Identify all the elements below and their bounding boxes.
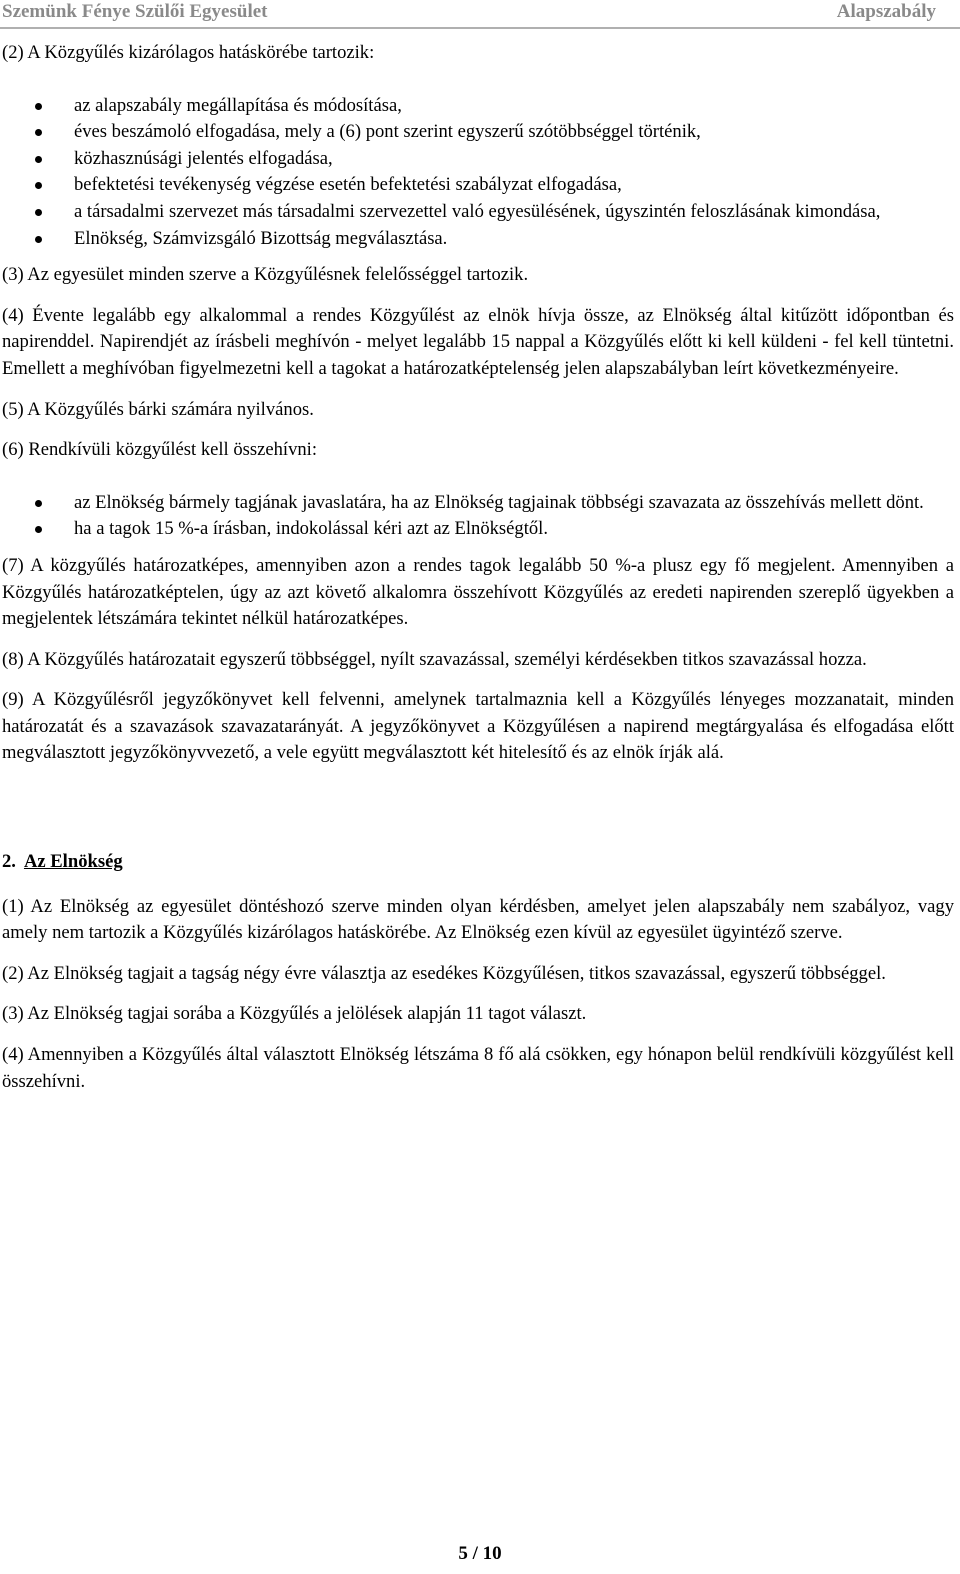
list-item <box>2 172 954 199</box>
list-item-text: közhasznúsági jelentés elfogadása, <box>74 147 333 169</box>
list-item <box>2 226 954 253</box>
list-item-text: az alapszabály megállapítása és módosítása, <box>74 94 402 116</box>
paragraph-9: (9) A Közgyűlésről jegyzőkönyvet kell felvenni, amelynek tartalmaznia kell a Közgyűlés lényeges mozzanatait, minden határozatát és a szavazások szavazatarányát. A jegyzőkönyvet a Közgyűlésen a napirend megtárgyalása és elfogadása előtt megválasztott jegyzőkönyvvezető, a vele együtt megválasztott két hitelesítő és az elnök írják alá. <box>2 689 954 764</box>
document-body <box>2 40 954 1095</box>
list-item-text: Elnökség, Számvizsgáló Bizottság megválasztása. <box>74 227 448 249</box>
bullet-icon <box>35 526 42 533</box>
paragraph-6-list <box>2 490 954 543</box>
page-header <box>0 0 960 26</box>
list-item <box>2 516 954 543</box>
list-item-text: a társadalmi szervezet más társadalmi szervezettel való egyesülésének, úgyszintén feloszlásának kimondása, <box>74 200 881 222</box>
page-number: 5 / 10 <box>458 1543 502 1564</box>
section-2-paragraph-1: (1) Az Elnökség az egyesület döntéshozó szerve minden olyan kérdésben, amelyet jelen alapszabály nem szabályoz, vagy amely nem tartozik a Közgyűlés kizárólagos hatáskörébe. Az Elnökség ezen kívül az egyesület ügyintéző szerve. <box>2 895 954 944</box>
section-number: 2. <box>2 851 16 873</box>
bullet-icon <box>35 156 42 163</box>
section-title: Az Elnökség <box>23 851 123 873</box>
header-organization-name: Szemünk Fénye Szülői Egyesület <box>2 1 268 22</box>
header-document-title: Alapszabály <box>836 1 936 22</box>
bullet-icon <box>35 129 42 136</box>
list-item-text: az Elnökség bármely tagjának javaslatára, ha az Elnökség tagjainak többségi szavazata az összehívás mellett dönt. <box>74 491 924 513</box>
list-item-text: ha a tagok 15 %-a írásban, indokolással kéri azt az Elnökségtől. <box>74 518 548 540</box>
bullet-icon <box>35 209 42 216</box>
bullet-icon <box>35 236 42 243</box>
paragraph-2-intro: (2) A Közgyűlés kizárólagos hatáskörébe tartozik: <box>2 42 375 63</box>
list-item-text: befektetési tevékenység végzése esetén befektetési szabályzat elfogadása, <box>74 174 622 196</box>
list-item <box>2 490 954 517</box>
paragraph-2-list <box>2 93 954 253</box>
list-item <box>2 199 954 226</box>
list-item-text: éves beszámoló elfogadása, mely a (6) pont szerint egyszerű szótöbbséggel történik, <box>74 121 701 143</box>
section-2-paragraph-2: (2) Az Elnökség tagjait a tagság négy évre választja az esedékes Közgyűlésen, titkos szavazással, egyszerű többséggel. <box>2 962 886 984</box>
paragraph-8: (8) A Közgyűlés határozatait egyszerű többséggel, nyílt szavazással, személyi kérdésekben titkos szavazással hozza. <box>2 648 867 670</box>
list-item <box>2 119 954 146</box>
section-heading <box>2 849 954 876</box>
paragraph-7: (7) A közgyűlés határozatképes, amennyiben azon a rendes tagok legalább 50 %-a plusz egy fő megjelent. Amennyiben a Közgyűlés határozatképtelen, úgy az azt követő alkalomra összehívott Közgyűlés az eredeti napirenden szereplő ügyekben a megjelentek létszámára tekintet nélkül határozatképes. <box>2 554 954 630</box>
paragraph-6-intro: (6) Rendkívüli közgyűlést kell összehívni: <box>2 439 318 461</box>
section-2-paragraph-4: (4) Amennyiben a Közgyűlés által választott Elnökség létszáma 8 fő alá csökken, egy hónapon belül rendkívüli közgyűlést kell összehívni. <box>2 1044 954 1092</box>
section-2-paragraph-3: (3) Az Elnökség tagjai sorába a Közgyűlés a jelölések alapján 11 tagot választ. <box>2 1003 587 1025</box>
list-item <box>2 146 954 173</box>
paragraph-4: (4) Évente legalább egy alkalommal a rendes Közgyűlést az elnök hívja össze, az Elnökség által kitűzött időpontban és napirenddel. Napirendjét az írásbeli meghívón - melyet legalább 15 nappal a Közgyűlés előtt ki kell küldeni - fel kell tüntetni. Emellett a meghívóban figyelmezetni kell a tagokat a határozatképtelenség jelen alapszabályban leírt következményeire. <box>2 304 954 379</box>
list-item <box>2 93 954 120</box>
paragraph-5: (5) A Közgyűlés bárki számára nyilvános. <box>2 398 314 420</box>
bullet-icon <box>35 182 42 189</box>
bullet-icon <box>35 103 42 110</box>
paragraph-3: (3) Az egyesület minden szerve a Közgyűlésnek felelősséggel tartozik. <box>2 264 529 286</box>
header-divider <box>0 27 960 29</box>
bullet-icon <box>35 500 42 507</box>
